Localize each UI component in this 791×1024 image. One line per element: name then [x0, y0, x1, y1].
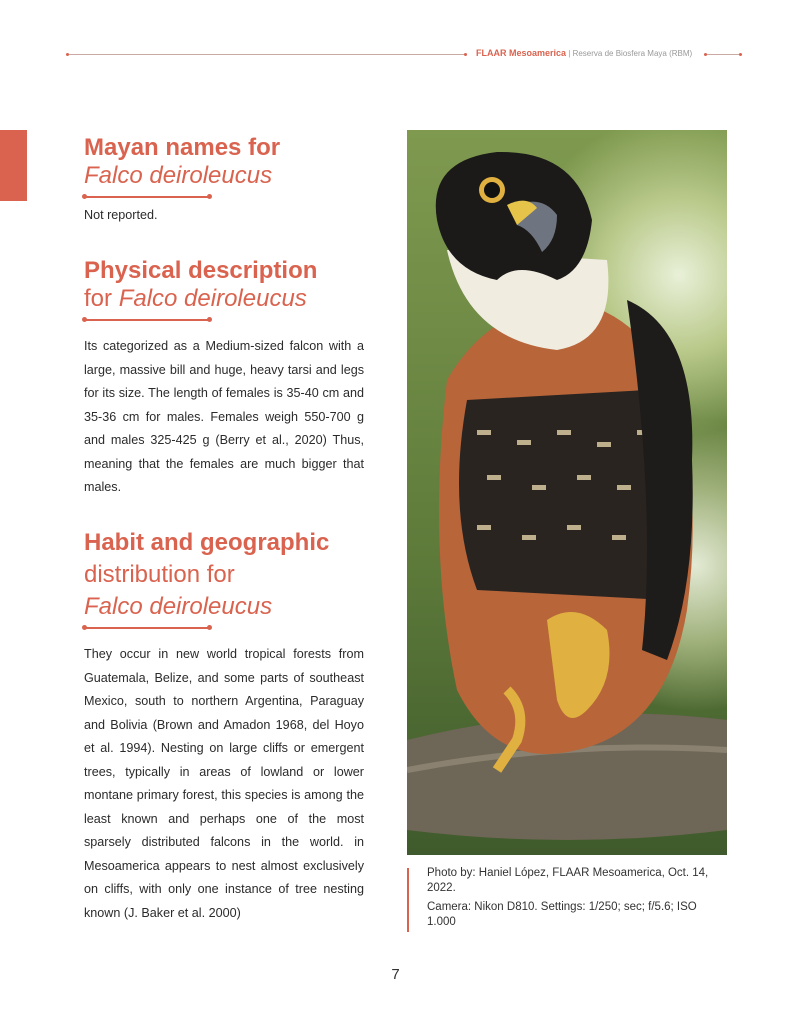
section-divider	[84, 319, 210, 321]
section-physical-description	[84, 257, 364, 500]
section-divider	[84, 196, 210, 198]
photo-caption	[427, 866, 727, 934]
section-title: Mayan names for	[84, 134, 281, 161]
header-rule-dot	[739, 53, 742, 56]
header-rule-right	[705, 54, 741, 55]
section-body: They occur in new world tropical forests from Guatemala, Belize, and some parts of southeast Mexico, south to northern Argentina, Paraguay and Bolivia (Brown and Amadon 1968, del Hoyo et al. 1994). Nesting on large cliffs or emergent trees, typically in areas of lowland or lower montane primary forest, this species is among the least known and perhaps one of the most sparsely distributed falcons in the world. in Mesoamerica appears to nest almost exclusively on cliffs, with only one instance of tree nesting known (J. Baker et al. 2000)	[84, 647, 364, 920]
photo-credit: Photo by: Haniel López, FLAAR Mesoamerica, Oct. 14, 2022.	[427, 867, 709, 894]
section-habitat-distribution	[84, 529, 364, 925]
header-subtitle: Reserva de Biosfera Maya (RBM)	[572, 49, 693, 58]
page-number: 7	[391, 966, 400, 983]
running-header	[476, 48, 692, 58]
species-name: Falco deiroleucus	[84, 162, 273, 189]
section-mayan-names	[84, 134, 364, 228]
section-subtitle-species	[84, 593, 364, 621]
chapter-tab	[0, 130, 27, 201]
section-body: Not reported.	[84, 208, 158, 222]
species-name: Falco deiroleucus	[84, 593, 273, 620]
falcon-illustration	[407, 130, 727, 855]
section-body: Its categorized as a Medium-sized falcon with a large, massive bill and huge, heavy tarsi and legs for its size. The length of females is 35-40 cm and 35-36 cm for males. Females weigh 550-700 g and males 325-425 g (Berry et al., 2020) Thus, meaning that the females are much bigger that males.	[84, 339, 364, 494]
section-title: Physical description	[84, 257, 318, 284]
header-rule-dot	[704, 53, 707, 56]
header-rule-dot	[464, 53, 467, 56]
species-name: Falco deiroleucus	[118, 285, 307, 312]
section-subtitle	[84, 285, 364, 313]
caption-accent-bar	[407, 868, 409, 932]
subtitle-prefix: for	[84, 285, 119, 312]
header-rule-left	[68, 54, 466, 55]
section-title: Habit and geographic	[84, 529, 330, 556]
header-brand: FLAAR Mesoamerica	[476, 48, 567, 58]
falcon-photo	[407, 130, 727, 855]
camera-settings: Camera: Nikon D810. Settings: 1/250; sec; f/5.6; ISO 1.000	[427, 901, 697, 928]
header-rule-dot	[66, 53, 69, 56]
section-subtitle: distribution for	[84, 561, 235, 588]
header-separator: |	[568, 49, 571, 58]
section-subtitle	[84, 162, 364, 190]
section-divider	[84, 627, 210, 629]
